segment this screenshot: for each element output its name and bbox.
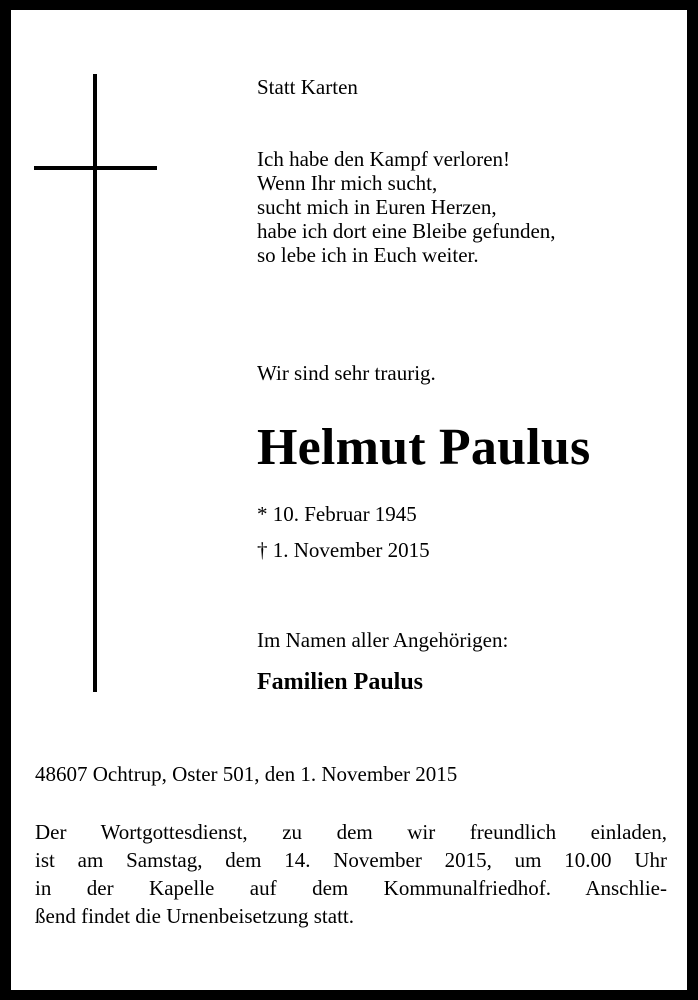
poem xyxy=(257,147,556,267)
place-date-line: 48607 Ochtrup, Oster 501, den 1. November 2015 xyxy=(35,762,458,786)
obituary-notice xyxy=(11,10,687,990)
intro-text: Wir sind sehr traurig. xyxy=(257,361,436,385)
death-date: † 1. November 2015 xyxy=(257,538,430,562)
service-info xyxy=(35,818,667,930)
service-line: in der Kapelle auf dem Kommunalfriedhof. Anschlie- xyxy=(35,876,667,900)
statt-karten-text: Statt Karten xyxy=(257,75,358,99)
poem-line: so lebe ich in Euch weiter. xyxy=(257,243,479,267)
cross-horizontal-bar xyxy=(34,166,157,170)
service-line: Der Wortgottesdienst, zu dem wir freundlich einladen, xyxy=(35,820,667,844)
poem-line: habe ich dort eine Bleibe gefunden, xyxy=(257,219,556,243)
service-line: ist am Samstag, dem 14. November 2015, um 10.00 Uhr xyxy=(35,848,667,872)
on-behalf-text: Im Namen aller Angehörigen: xyxy=(257,628,509,652)
deceased-name: Helmut Paulus xyxy=(257,419,591,476)
poem-line: sucht mich in Euren Herzen, xyxy=(257,195,497,219)
poem-line: Wenn Ihr mich sucht, xyxy=(257,171,438,195)
service-line: ßend findet die Urnenbeisetzung statt. xyxy=(35,904,354,928)
families-signature: Familien Paulus xyxy=(257,669,424,695)
birth-date: * 10. Februar 1945 xyxy=(257,502,417,526)
poem-line: Ich habe den Kampf verloren! xyxy=(257,147,511,171)
